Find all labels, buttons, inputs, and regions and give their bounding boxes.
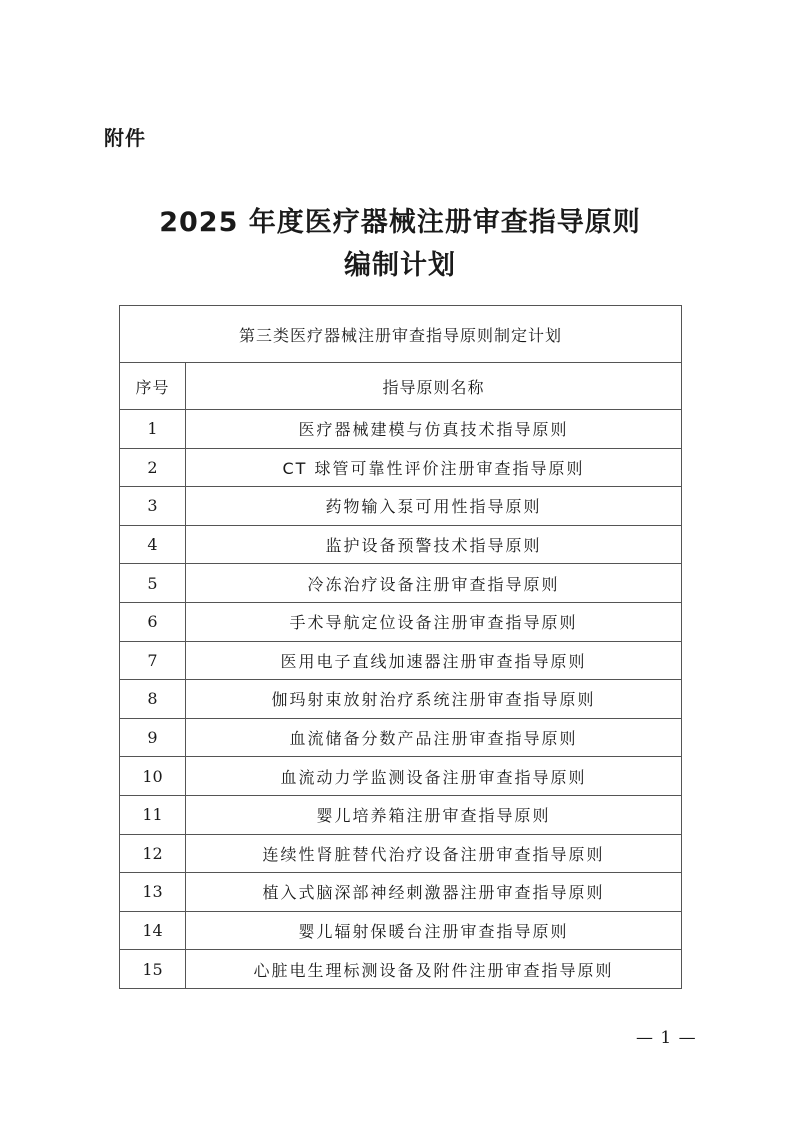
row-number: 7 bbox=[120, 641, 186, 680]
row-number: 13 bbox=[120, 873, 186, 912]
guideline-name: 心脏电生理标测设备及附件注册审查指导原则 bbox=[186, 950, 682, 989]
row-number: 5 bbox=[120, 564, 186, 603]
table-row bbox=[120, 564, 682, 603]
guideline-name: CT 球管可靠性评价注册审查指导原则 bbox=[186, 448, 682, 487]
table-row bbox=[120, 757, 682, 796]
guideline-name: 连续性肾脏替代治疗设备注册审查指导原则 bbox=[186, 834, 682, 873]
row-number: 15 bbox=[120, 950, 186, 989]
guideline-name: 监护设备预警技术指导原则 bbox=[186, 525, 682, 564]
table-row bbox=[120, 525, 682, 564]
guideline-name: 医用电子直线加速器注册审查指导原则 bbox=[186, 641, 682, 680]
guideline-name: 血流动力学监测设备注册审查指导原则 bbox=[186, 757, 682, 796]
row-number: 4 bbox=[120, 525, 186, 564]
attachment-label: 附件 bbox=[104, 126, 146, 150]
table-row bbox=[120, 680, 682, 719]
row-number: 12 bbox=[120, 834, 186, 873]
table-row bbox=[120, 911, 682, 950]
table-row bbox=[120, 641, 682, 680]
row-number: 8 bbox=[120, 680, 186, 719]
row-number: 2 bbox=[120, 448, 186, 487]
guideline-name: 血流储备分数产品注册审查指导原则 bbox=[186, 718, 682, 757]
table-row bbox=[120, 410, 682, 449]
table-caption-row bbox=[120, 306, 682, 363]
row-number: 14 bbox=[120, 911, 186, 950]
table-header-row bbox=[120, 363, 682, 410]
guideline-name: 婴儿培养箱注册审查指导原则 bbox=[186, 795, 682, 834]
guideline-plan-table bbox=[119, 305, 682, 989]
row-number: 6 bbox=[120, 602, 186, 641]
column-header-no: 序号 bbox=[120, 363, 186, 410]
page-number: — 1 — bbox=[636, 1028, 697, 1048]
row-number: 1 bbox=[120, 410, 186, 449]
document-title-line-2: 编制计划 bbox=[344, 250, 456, 281]
table-row bbox=[120, 834, 682, 873]
guideline-name: 伽玛射束放射治疗系统注册审查指导原则 bbox=[186, 680, 682, 719]
guideline-name: 植入式脑深部神经刺激器注册审查指导原则 bbox=[186, 873, 682, 912]
row-number: 9 bbox=[120, 718, 186, 757]
table-row bbox=[120, 873, 682, 912]
guideline-name: 医疗器械建模与仿真技术指导原则 bbox=[186, 410, 682, 449]
guideline-name: 冷冻治疗设备注册审查指导原则 bbox=[186, 564, 682, 603]
document-title-line-1: 2025 年度医疗器械注册审查指导原则 bbox=[159, 207, 641, 238]
guideline-name: 婴儿辐射保暖台注册审查指导原则 bbox=[186, 911, 682, 950]
table-row bbox=[120, 795, 682, 834]
guideline-name: 手术导航定位设备注册审查指导原则 bbox=[186, 602, 682, 641]
table-row bbox=[120, 448, 682, 487]
guideline-name: 药物输入泵可用性指导原则 bbox=[186, 487, 682, 526]
table-row bbox=[120, 950, 682, 989]
table-row bbox=[120, 487, 682, 526]
table-row bbox=[120, 718, 682, 757]
row-number: 3 bbox=[120, 487, 186, 526]
table-row bbox=[120, 602, 682, 641]
table-caption: 第三类医疗器械注册审查指导原则制定计划 bbox=[120, 306, 682, 363]
column-header-name: 指导原则名称 bbox=[186, 363, 682, 410]
table-body bbox=[120, 410, 682, 989]
row-number: 10 bbox=[120, 757, 186, 796]
row-number: 11 bbox=[120, 795, 186, 834]
